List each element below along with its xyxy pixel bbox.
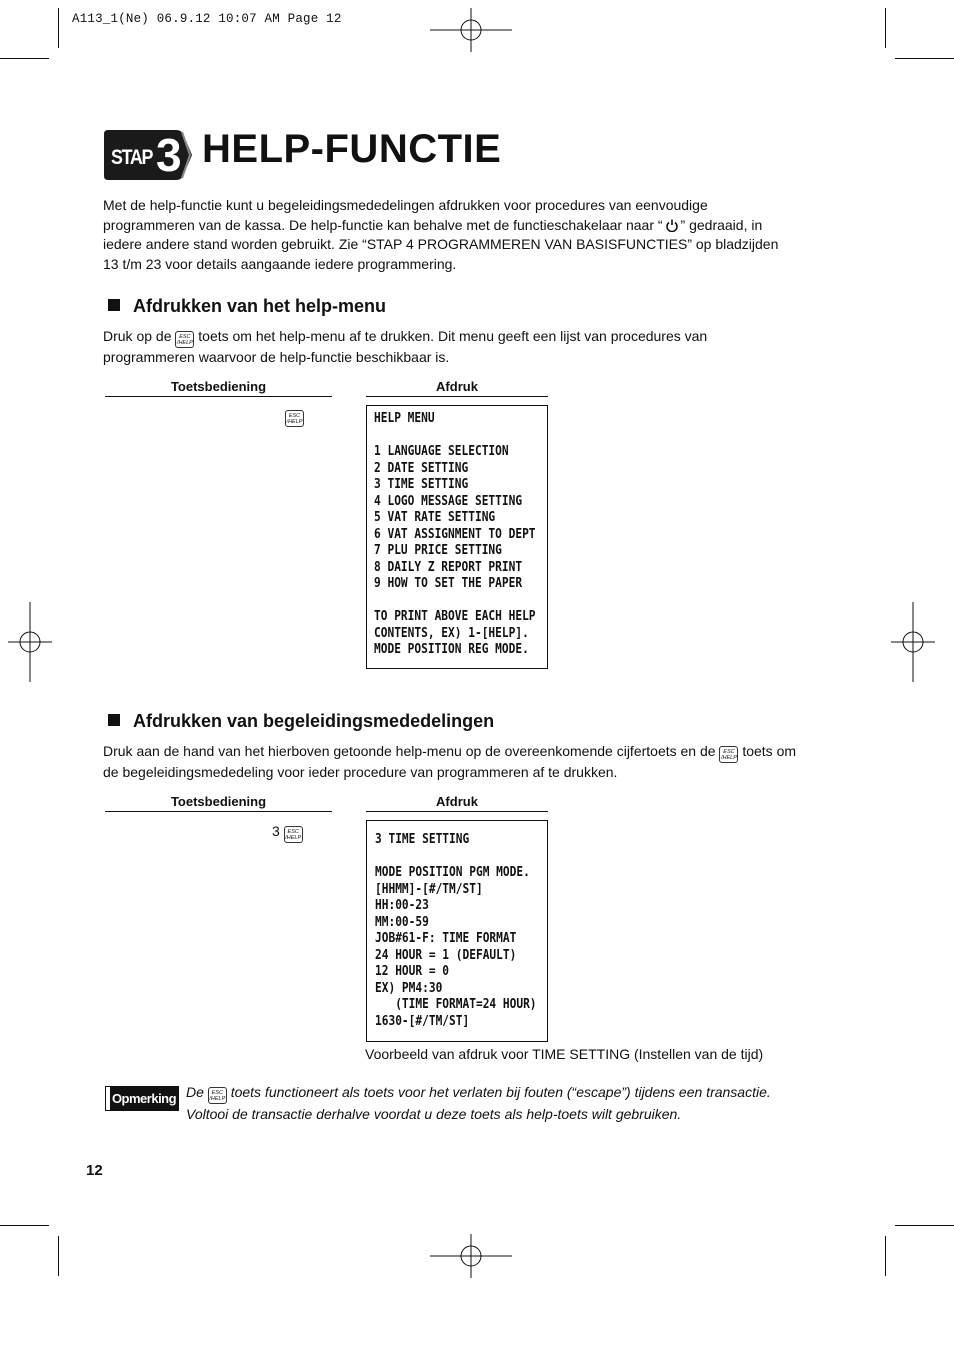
printout-line: HH:00-23 — [375, 898, 429, 913]
key-sequence-2 — [272, 822, 303, 843]
page-title: HELP-FUNCTIE — [202, 127, 502, 171]
printout-line: 12 HOUR = 0 — [375, 964, 450, 979]
section1-paragraph: Druk op de ESC /HELP toets om het help-menu af te drukken. Dit menu geeft een lijst van procedures van programmeren waarvoor de help-functie beschikbaar is. — [103, 328, 708, 365]
printout-line — [375, 849, 523, 866]
esc-help-key-icon: ESC /HELP — [175, 331, 194, 348]
printout-line: MODE POSITION PGM MODE. — [375, 865, 530, 880]
printout-line: 1630-[#/TM/ST] — [375, 1013, 470, 1029]
column-header-keys: Toetsbediening — [105, 794, 332, 812]
printout-line: 1 LANGUAGE SELECTION — [374, 444, 509, 459]
column-header-keys: Toetsbediening — [105, 379, 332, 397]
printout-line: 9 HOW TO SET THE PAPER — [374, 576, 523, 591]
intro-paragraph — [103, 196, 843, 274]
stap-number: 3 — [156, 129, 182, 181]
printout-line: 2 DATE SETTING — [374, 460, 469, 476]
key-sequence-1 — [285, 407, 304, 427]
printout-line: 3 TIME SETTING — [375, 832, 470, 847]
esc-help-key-icon: ESC /HELP — [285, 410, 304, 427]
printout-help-menu — [366, 405, 548, 669]
intro-line: programmeren van de kassa. De help-functie kan behalve met de functieschakelaar naar “ ” gedraaid, in — [103, 216, 763, 233]
printout-line: [HHMM]-[#/TM/ST] — [375, 881, 483, 897]
section2-paragraph: Druk aan de hand van het hierboven getoonde help-menu op de overeenkomende cijfertoets en de ESC /HELP toets om de begeleidingsmededeling voor ieder procedure van programmeren af te drukken. — [103, 743, 797, 780]
printout-line: 3 TIME SETTING — [374, 477, 469, 492]
registration-mark-bottom — [430, 1234, 512, 1278]
registration-mark-left — [8, 602, 52, 682]
esc-help-key-icon: ESC /HELP — [284, 826, 303, 843]
section-heading-guidance: Afdrukken van begeleidingsmededelingen — [108, 711, 494, 732]
printout-line: 24 HOUR = 1 (DEFAULT) — [375, 947, 517, 963]
printout-line: (TIME FORMAT=24 HOUR) — [375, 997, 537, 1012]
square-bullet-icon — [108, 714, 120, 726]
note-text: De ESC /HELP toets functioneert als toets voor het verlaten bij fouten (“escape”) tijdens een transactie. Voltooi de transactie derhalve voordat u deze toets als help-toets wilt gebruiken. — [186, 1084, 771, 1122]
printout-line: MODE POSITION REG MODE. — [374, 642, 529, 657]
printout-line: JOB#61-F: TIME FORMAT — [375, 931, 517, 946]
printout-line: 6 VAT ASSIGNMENT TO DEPT — [374, 526, 536, 542]
page-number: 12 — [86, 1162, 103, 1179]
printout-line: CONTENTS, EX) 1-[HELP]. — [374, 625, 529, 641]
column-header-print: Afdruk — [366, 379, 548, 397]
printout-line: 7 PLU PRICE SETTING — [374, 543, 502, 558]
printout-line — [374, 593, 523, 610]
note-badge: Opmerking — [106, 1087, 178, 1110]
printout-line: MM:00-59 — [375, 914, 429, 930]
esc-help-key-icon: ESC /HELP — [208, 1087, 227, 1104]
esc-help-key-icon: ESC /HELP — [719, 746, 738, 763]
printout-line: 5 VAT RATE SETTING — [374, 510, 496, 525]
print-header: A113_1(Ne) 06.9.12 10:07 AM Page 12 — [72, 12, 342, 26]
section-heading-help-menu: Afdrukken van het help-menu — [108, 296, 386, 317]
intro-line: iedere andere stand worden gebruikt. Zie “STAP 4 PROGRAMMEREN VAN BASISFUNCTIES” op bladzijden — [103, 236, 779, 252]
stap-badge — [104, 128, 194, 182]
square-bullet-icon — [108, 299, 120, 311]
printout-line: TO PRINT ABOVE EACH HELP — [374, 609, 536, 624]
registration-mark-right — [891, 602, 935, 682]
power-icon — [665, 218, 679, 232]
intro-line: Met de help-functie kunt u begeleidingsmededelingen afdrukken voor procedures van eenvoudige — [103, 197, 708, 213]
printout-line: 4 LOGO MESSAGE SETTING — [374, 493, 523, 509]
registration-mark-top — [430, 8, 512, 52]
intro-line: 13 t/m 23 voor details aangaande iedere programmering. — [103, 255, 457, 272]
printout-line: 8 DAILY Z REPORT PRINT — [374, 559, 523, 575]
printout-line: HELP MENU — [374, 411, 435, 426]
printout-line — [374, 428, 523, 445]
digit-key: 3 — [272, 823, 280, 839]
stap-word: STAP — [111, 146, 153, 169]
printout-time-setting — [366, 820, 548, 1042]
printout-caption: Voorbeeld van afdruk voor TIME SETTING (Instellen van de tijd) — [365, 1046, 764, 1062]
column-header-print: Afdruk — [366, 794, 548, 812]
printout-line: EX) PM4:30 — [375, 980, 443, 996]
